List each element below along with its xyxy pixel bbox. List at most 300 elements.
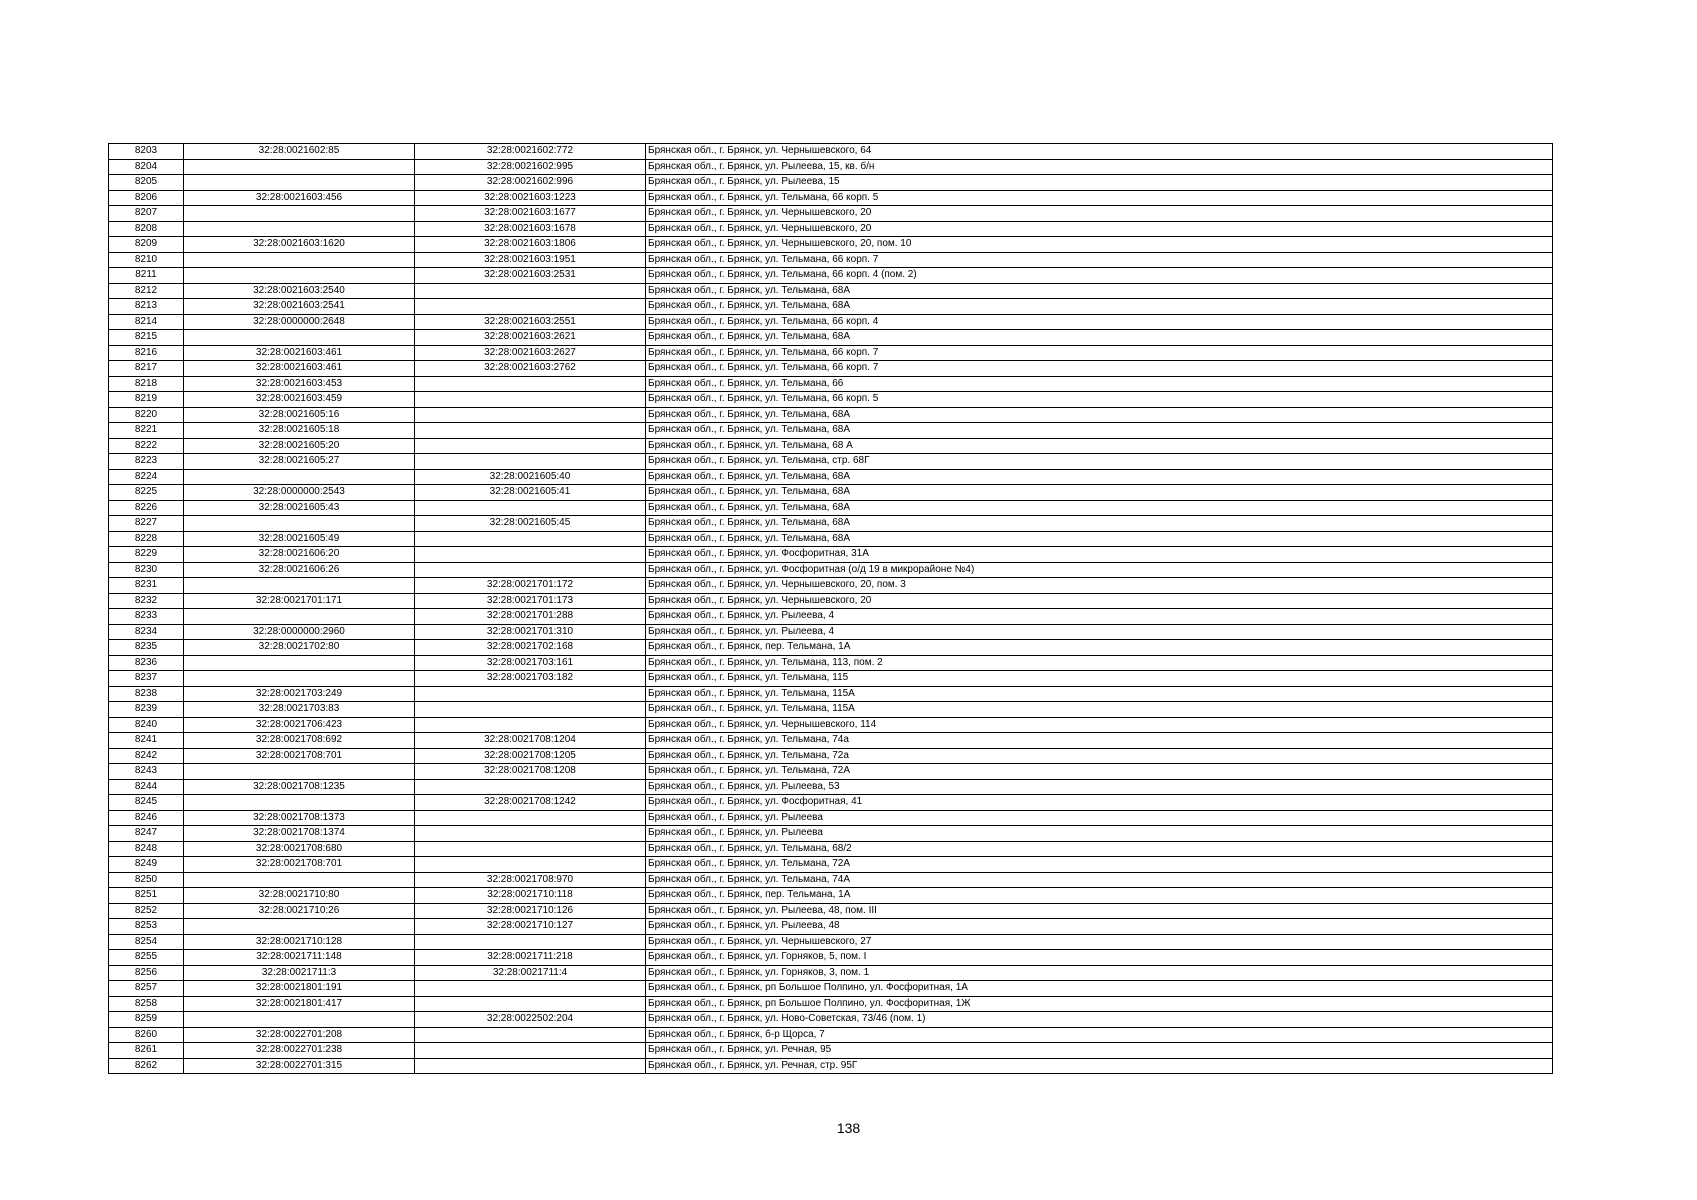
row-number-cell: 8212 (109, 283, 184, 299)
table-row (109, 640, 1553, 656)
object-cadastral-number-cell (415, 981, 646, 997)
address-cell: Брянская обл., г. Брянск, ул. Тельмана, 115 (646, 671, 1553, 687)
row-number-cell: 8250 (109, 872, 184, 888)
address-cell: Брянская обл., г. Брянск, ул. Тельмана, 66 корп. 5 (646, 392, 1553, 408)
table-row (109, 299, 1553, 315)
row-number-cell: 8211 (109, 268, 184, 284)
object-cadastral-number-cell (415, 376, 646, 392)
row-number-cell: 8206 (109, 190, 184, 206)
table-row (109, 934, 1553, 950)
table-row (109, 237, 1553, 253)
cadastral-number-cell: 32:28:0000000:2960 (184, 624, 415, 640)
object-cadastral-number-cell: 32:28:0021603:2531 (415, 268, 646, 284)
object-cadastral-number-cell (415, 562, 646, 578)
cadastral-number-cell (184, 764, 415, 780)
object-cadastral-number-cell: 32:28:0021710:127 (415, 919, 646, 935)
table-row (109, 1012, 1553, 1028)
row-number-cell: 8246 (109, 810, 184, 826)
row-number-cell: 8237 (109, 671, 184, 687)
row-number-cell: 8229 (109, 547, 184, 563)
row-number-cell: 8244 (109, 779, 184, 795)
table-row (109, 268, 1553, 284)
row-number-cell: 8253 (109, 919, 184, 935)
address-cell: Брянская обл., г. Брянск, ул. Тельмана, 66 корп. 7 (646, 345, 1553, 361)
object-cadastral-number-cell (415, 438, 646, 454)
address-cell: Брянская обл., г. Брянск, ул. Рылеева, 15 (646, 175, 1553, 191)
address-cell: Брянская обл., г. Брянск, рп Большое Полпино, ул. Фосфоритная, 1А (646, 981, 1553, 997)
table-row (109, 810, 1553, 826)
object-cadastral-number-cell: 32:28:0021708:1204 (415, 733, 646, 749)
cadastral-number-cell (184, 671, 415, 687)
object-cadastral-number-cell: 32:28:0021603:1806 (415, 237, 646, 253)
cadastral-number-cell: 32:28:0021703:83 (184, 702, 415, 718)
row-number-cell: 8247 (109, 826, 184, 842)
row-number-cell: 8221 (109, 423, 184, 439)
table-row (109, 144, 1553, 160)
table-body (109, 144, 1553, 1074)
row-number-cell: 8239 (109, 702, 184, 718)
row-number-cell: 8215 (109, 330, 184, 346)
table-row (109, 965, 1553, 981)
object-cadastral-number-cell (415, 407, 646, 423)
row-number-cell: 8218 (109, 376, 184, 392)
cadastral-number-cell (184, 469, 415, 485)
row-number-cell: 8232 (109, 593, 184, 609)
address-cell: Брянская обл., г. Брянск, ул. Рылеева, 48, пом. III (646, 903, 1553, 919)
table-row (109, 221, 1553, 237)
address-cell: Брянская обл., г. Брянск, ул. Тельмана, 68А (646, 516, 1553, 532)
table-row (109, 1043, 1553, 1059)
row-number-cell: 8207 (109, 206, 184, 222)
object-cadastral-number-cell: 32:28:0021701:172 (415, 578, 646, 594)
object-cadastral-number-cell (415, 779, 646, 795)
row-number-cell: 8220 (109, 407, 184, 423)
row-number-cell: 8241 (109, 733, 184, 749)
cadastral-number-cell (184, 609, 415, 625)
address-cell: Брянская обл., г. Брянск, ул. Чернышевского, 20 (646, 221, 1553, 237)
cadastral-number-cell (184, 1012, 415, 1028)
table-row (109, 469, 1553, 485)
cadastral-number-cell: 32:28:0021605:20 (184, 438, 415, 454)
table-row (109, 609, 1553, 625)
address-cell: Брянская обл., г. Брянск, ул. Фосфоритная (о/д 19 в микрорайоне №4) (646, 562, 1553, 578)
object-cadastral-number-cell: 32:28:0021711:218 (415, 950, 646, 966)
table-row (109, 795, 1553, 811)
cadastral-number-cell: 32:28:0021603:2541 (184, 299, 415, 315)
cadastral-number-cell: 32:28:0021603:2540 (184, 283, 415, 299)
object-cadastral-number-cell (415, 841, 646, 857)
cadastral-number-cell (184, 175, 415, 191)
cadastral-number-cell: 32:28:0021605:49 (184, 531, 415, 547)
cadastral-number-cell: 32:28:0021708:1373 (184, 810, 415, 826)
cadastral-number-cell: 32:28:0021605:18 (184, 423, 415, 439)
object-cadastral-number-cell: 32:28:0021702:168 (415, 640, 646, 656)
cadastral-number-cell: 32:28:0022701:238 (184, 1043, 415, 1059)
address-cell: Брянская обл., г. Брянск, рп Большое Полпино, ул. Фосфоритная, 1Ж (646, 996, 1553, 1012)
object-cadastral-number-cell: 32:28:0021605:40 (415, 469, 646, 485)
table-row (109, 841, 1553, 857)
table-row (109, 1027, 1553, 1043)
row-number-cell: 8242 (109, 748, 184, 764)
object-cadastral-number-cell (415, 392, 646, 408)
table-row (109, 547, 1553, 563)
cadastral-number-cell: 32:28:0021603:461 (184, 361, 415, 377)
row-number-cell: 8205 (109, 175, 184, 191)
property-table (108, 143, 1553, 1074)
cadastral-number-cell: 32:28:0021710:80 (184, 888, 415, 904)
table-row (109, 562, 1553, 578)
object-cadastral-number-cell: 32:28:0021603:1677 (415, 206, 646, 222)
table-row (109, 1058, 1553, 1074)
address-cell: Брянская обл., г. Брянск, ул. Ново-Советская, 73/46 (пом. 1) (646, 1012, 1553, 1028)
object-cadastral-number-cell (415, 531, 646, 547)
cadastral-number-cell: 32:28:0000000:2648 (184, 314, 415, 330)
address-cell: Брянская обл., г. Брянск, ул. Фосфоритная, 41 (646, 795, 1553, 811)
address-cell: Брянская обл., г. Брянск, ул. Тельмана, 66 (646, 376, 1553, 392)
row-number-cell: 8259 (109, 1012, 184, 1028)
address-cell: Брянская обл., г. Брянск, ул. Рылеева, 53 (646, 779, 1553, 795)
object-cadastral-number-cell: 32:28:0021603:1678 (415, 221, 646, 237)
row-number-cell: 8257 (109, 981, 184, 997)
address-cell: Брянская обл., г. Брянск, ул. Тельмана, 68А (646, 500, 1553, 516)
address-cell: Брянская обл., г. Брянск, ул. Тельмана, 68А (646, 423, 1553, 439)
object-cadastral-number-cell (415, 299, 646, 315)
table-row (109, 485, 1553, 501)
cadastral-number-cell: 32:28:0021708:701 (184, 748, 415, 764)
cadastral-number-cell (184, 919, 415, 935)
address-cell: Брянская обл., г. Брянск, ул. Чернышевского, 20 (646, 206, 1553, 222)
cadastral-number-cell (184, 252, 415, 268)
row-number-cell: 8243 (109, 764, 184, 780)
table-row (109, 531, 1553, 547)
cadastral-number-cell: 32:28:0021703:249 (184, 686, 415, 702)
object-cadastral-number-cell: 32:28:0021708:970 (415, 872, 646, 888)
row-number-cell: 8251 (109, 888, 184, 904)
object-cadastral-number-cell: 32:28:0021708:1208 (415, 764, 646, 780)
object-cadastral-number-cell: 32:28:0021701:173 (415, 593, 646, 609)
address-cell: Брянская обл., г. Брянск, пер. Тельмана, 1А (646, 640, 1553, 656)
cadastral-number-cell (184, 221, 415, 237)
table-row (109, 159, 1553, 175)
row-number-cell: 8208 (109, 221, 184, 237)
address-cell: Брянская обл., г. Брянск, ул. Тельмана, 68/2 (646, 841, 1553, 857)
address-cell: Брянская обл., г. Брянск, ул. Тельмана, 68А (646, 469, 1553, 485)
row-number-cell: 8225 (109, 485, 184, 501)
cadastral-number-cell (184, 872, 415, 888)
cadastral-number-cell: 32:28:0021605:27 (184, 454, 415, 470)
object-cadastral-number-cell: 32:28:0021602:772 (415, 144, 646, 160)
cadastral-number-cell: 32:28:0021602:85 (184, 144, 415, 160)
address-cell: Брянская обл., г. Брянск, ул. Тельмана, 74а (646, 733, 1553, 749)
address-cell: Брянская обл., г. Брянск, ул. Рылеева, 4 (646, 624, 1553, 640)
address-cell: Брянская обл., г. Брянск, ул. Чернышевского, 64 (646, 144, 1553, 160)
address-cell: Брянская обл., г. Брянск, ул. Тельмана, 74А (646, 872, 1553, 888)
address-cell: Брянская обл., г. Брянск, ул. Фосфоритная, 31А (646, 547, 1553, 563)
address-cell: Брянская обл., г. Брянск, ул. Тельмана, 72А (646, 764, 1553, 780)
object-cadastral-number-cell: 32:28:0021701:310 (415, 624, 646, 640)
address-cell: Брянская обл., г. Брянск, ул. Тельмана, 68А (646, 330, 1553, 346)
address-cell: Брянская обл., г. Брянск, ул. Тельмана, 68А (646, 299, 1553, 315)
address-cell: Брянская обл., г. Брянск, ул. Тельмана, 68 А (646, 438, 1553, 454)
cadastral-number-cell: 32:28:0021606:26 (184, 562, 415, 578)
row-number-cell: 8245 (109, 795, 184, 811)
cadastral-number-cell: 32:28:0021710:128 (184, 934, 415, 950)
cadastral-number-cell: 32:28:0021801:191 (184, 981, 415, 997)
address-cell: Брянская обл., г. Брянск, ул. Тельмана, 115А (646, 686, 1553, 702)
object-cadastral-number-cell (415, 686, 646, 702)
cadastral-number-cell: 32:28:0021706:423 (184, 717, 415, 733)
object-cadastral-number-cell: 32:28:0021603:1223 (415, 190, 646, 206)
row-number-cell: 8256 (109, 965, 184, 981)
row-number-cell: 8233 (109, 609, 184, 625)
address-cell: Брянская обл., г. Брянск, ул. Тельмана, 66 корп. 5 (646, 190, 1553, 206)
object-cadastral-number-cell: 32:28:0021710:118 (415, 888, 646, 904)
table-row (109, 206, 1553, 222)
object-cadastral-number-cell: 32:28:0022502:204 (415, 1012, 646, 1028)
object-cadastral-number-cell: 32:28:0021605:45 (415, 516, 646, 532)
row-number-cell: 8209 (109, 237, 184, 253)
row-number-cell: 8234 (109, 624, 184, 640)
table-row (109, 314, 1553, 330)
cadastral-number-cell (184, 206, 415, 222)
table-row (109, 826, 1553, 842)
address-cell: Брянская обл., г. Брянск, ул. Рылеева, 15, кв. б/н (646, 159, 1553, 175)
row-number-cell: 8219 (109, 392, 184, 408)
cadastral-number-cell: 32:28:0021708:680 (184, 841, 415, 857)
table-row (109, 454, 1553, 470)
address-cell: Брянская обл., г. Брянск, ул. Рылеева (646, 810, 1553, 826)
object-cadastral-number-cell (415, 996, 646, 1012)
row-number-cell: 8222 (109, 438, 184, 454)
object-cadastral-number-cell (415, 454, 646, 470)
object-cadastral-number-cell: 32:28:0021602:995 (415, 159, 646, 175)
cadastral-number-cell: 32:28:0021711:3 (184, 965, 415, 981)
table-row (109, 872, 1553, 888)
object-cadastral-number-cell: 32:28:0021711:4 (415, 965, 646, 981)
row-number-cell: 8224 (109, 469, 184, 485)
row-number-cell: 8255 (109, 950, 184, 966)
address-cell: Брянская обл., г. Брянск, ул. Тельмана, 72а (646, 748, 1553, 764)
table-row (109, 764, 1553, 780)
table-row (109, 392, 1553, 408)
address-cell: Брянская обл., г. Брянск, ул. Тельмана, 68А (646, 531, 1553, 547)
table-row (109, 888, 1553, 904)
cadastral-number-cell: 32:28:0021708:1374 (184, 826, 415, 842)
row-number-cell: 8240 (109, 717, 184, 733)
cadastral-number-cell: 32:28:0022701:315 (184, 1058, 415, 1074)
row-number-cell: 8254 (109, 934, 184, 950)
address-cell: Брянская обл., г. Брянск, ул. Чернышевского, 20 (646, 593, 1553, 609)
row-number-cell: 8226 (109, 500, 184, 516)
table-row (109, 748, 1553, 764)
object-cadastral-number-cell: 32:28:0021703:161 (415, 655, 646, 671)
cadastral-number-cell: 32:28:0000000:2543 (184, 485, 415, 501)
table-row (109, 330, 1553, 346)
cadastral-number-cell: 32:28:0021603:453 (184, 376, 415, 392)
object-cadastral-number-cell: 32:28:0021708:1242 (415, 795, 646, 811)
address-cell: Брянская обл., г. Брянск, ул. Чернышевского, 27 (646, 934, 1553, 950)
row-number-cell: 8238 (109, 686, 184, 702)
address-cell: Брянская обл., г. Брянск, ул. Речная, стр. 95Г (646, 1058, 1553, 1074)
row-number-cell: 8258 (109, 996, 184, 1012)
row-number-cell: 8216 (109, 345, 184, 361)
object-cadastral-number-cell: 32:28:0021703:182 (415, 671, 646, 687)
row-number-cell: 8204 (109, 159, 184, 175)
object-cadastral-number-cell: 32:28:0021710:126 (415, 903, 646, 919)
page-number: 138 (836, 1120, 861, 1136)
object-cadastral-number-cell (415, 810, 646, 826)
row-number-cell: 8262 (109, 1058, 184, 1074)
address-cell: Брянская обл., г. Брянск, ул. Рылеева, 4 (646, 609, 1553, 625)
table-row (109, 779, 1553, 795)
table-row (109, 671, 1553, 687)
row-number-cell: 8235 (109, 640, 184, 656)
row-number-cell: 8228 (109, 531, 184, 547)
row-number-cell: 8213 (109, 299, 184, 315)
address-cell: Брянская обл., г. Брянск, ул. Тельмана, 68А (646, 407, 1553, 423)
address-cell: Брянская обл., г. Брянск, ул. Речная, 95 (646, 1043, 1553, 1059)
object-cadastral-number-cell: 32:28:0021603:1951 (415, 252, 646, 268)
table-row (109, 283, 1553, 299)
address-cell: Брянская обл., г. Брянск, ул. Тельмана, 66 корп. 7 (646, 361, 1553, 377)
table-row (109, 857, 1553, 873)
object-cadastral-number-cell: 32:28:0021603:2627 (415, 345, 646, 361)
object-cadastral-number-cell: 32:28:0021603:2762 (415, 361, 646, 377)
row-number-cell: 8230 (109, 562, 184, 578)
cadastral-number-cell: 32:28:0021605:16 (184, 407, 415, 423)
table-row (109, 593, 1553, 609)
address-cell: Брянская обл., г. Брянск, ул. Тельмана, 66 корп. 4 (646, 314, 1553, 330)
row-number-cell: 8252 (109, 903, 184, 919)
table-row (109, 345, 1553, 361)
cadastral-number-cell: 32:28:0021603:459 (184, 392, 415, 408)
address-cell: Брянская обл., г. Брянск, ул. Тельмана, 68А (646, 283, 1553, 299)
cadastral-number-cell: 32:28:0021708:701 (184, 857, 415, 873)
cadastral-number-cell: 32:28:0021702:80 (184, 640, 415, 656)
row-number-cell: 8203 (109, 144, 184, 160)
table-row (109, 438, 1553, 454)
address-cell: Брянская обл., г. Брянск, ул. Тельмана, 115А (646, 702, 1553, 718)
table-row (109, 996, 1553, 1012)
object-cadastral-number-cell (415, 826, 646, 842)
address-cell: Брянская обл., г. Брянск, ул. Тельмана, 68А (646, 485, 1553, 501)
cadastral-number-cell: 32:28:0022701:208 (184, 1027, 415, 1043)
address-cell: Брянская обл., г. Брянск, ул. Чернышевского, 20, пом. 10 (646, 237, 1553, 253)
cadastral-number-cell: 32:28:0021701:171 (184, 593, 415, 609)
object-cadastral-number-cell: 32:28:0021701:288 (415, 609, 646, 625)
row-number-cell: 8260 (109, 1027, 184, 1043)
row-number-cell: 8261 (109, 1043, 184, 1059)
row-number-cell: 8217 (109, 361, 184, 377)
table-row (109, 252, 1553, 268)
table-row (109, 655, 1553, 671)
address-cell: Брянская обл., г. Брянск, ул. Рылеева (646, 826, 1553, 842)
cadastral-number-cell: 32:28:0021603:461 (184, 345, 415, 361)
object-cadastral-number-cell (415, 283, 646, 299)
object-cadastral-number-cell (415, 857, 646, 873)
object-cadastral-number-cell (415, 934, 646, 950)
row-number-cell: 8248 (109, 841, 184, 857)
object-cadastral-number-cell: 32:28:0021605:41 (415, 485, 646, 501)
table-row (109, 903, 1553, 919)
row-number-cell: 8231 (109, 578, 184, 594)
table-row (109, 717, 1553, 733)
cadastral-number-cell (184, 159, 415, 175)
cadastral-number-cell: 32:28:0021603:456 (184, 190, 415, 206)
cadastral-number-cell (184, 655, 415, 671)
object-cadastral-number-cell (415, 702, 646, 718)
row-number-cell: 8210 (109, 252, 184, 268)
table-row (109, 361, 1553, 377)
cadastral-number-cell (184, 516, 415, 532)
cadastral-number-cell: 32:28:0021708:692 (184, 733, 415, 749)
table-row (109, 423, 1553, 439)
object-cadastral-number-cell (415, 1043, 646, 1059)
object-cadastral-number-cell: 32:28:0021602:996 (415, 175, 646, 191)
address-cell: Брянская обл., г. Брянск, ул. Тельмана, 66 корп. 7 (646, 252, 1553, 268)
table-row (109, 578, 1553, 594)
address-cell: Брянская обл., г. Брянск, ул. Горняков, 5, пом. I (646, 950, 1553, 966)
cadastral-number-cell (184, 795, 415, 811)
object-cadastral-number-cell (415, 500, 646, 516)
address-cell: Брянская обл., г. Брянск, ул. Рылеева, 48 (646, 919, 1553, 935)
table-row (109, 376, 1553, 392)
row-number-cell: 8227 (109, 516, 184, 532)
cadastral-number-cell (184, 330, 415, 346)
cadastral-number-cell: 32:28:0021710:26 (184, 903, 415, 919)
table-row (109, 950, 1553, 966)
address-cell: Брянская обл., г. Брянск, б-р Щорса, 7 (646, 1027, 1553, 1043)
object-cadastral-number-cell (415, 423, 646, 439)
table-row (109, 516, 1553, 532)
cadastral-number-cell: 32:28:0021708:1235 (184, 779, 415, 795)
table-row (109, 175, 1553, 191)
address-cell: Брянская обл., г. Брянск, ул. Тельмана, 113, пом. 2 (646, 655, 1553, 671)
address-cell: Брянская обл., г. Брянск, ул. Тельмана, стр. 68Г (646, 454, 1553, 470)
cadastral-number-cell: 32:28:0021606:20 (184, 547, 415, 563)
cadastral-number-cell: 32:28:0021603:1620 (184, 237, 415, 253)
cadastral-number-cell (184, 268, 415, 284)
address-cell: Брянская обл., г. Брянск, ул. Горняков, 3, пом. 1 (646, 965, 1553, 981)
address-cell: Брянская обл., г. Брянск, ул. Тельмана, 72А (646, 857, 1553, 873)
table-row (109, 686, 1553, 702)
cadastral-number-cell: 32:28:0021605:43 (184, 500, 415, 516)
object-cadastral-number-cell (415, 717, 646, 733)
table-row (109, 190, 1553, 206)
address-cell: Брянская обл., г. Брянск, ул. Чернышевского, 114 (646, 717, 1553, 733)
address-cell: Брянская обл., г. Брянск, ул. Чернышевского, 20, пом. 3 (646, 578, 1553, 594)
object-cadastral-number-cell: 32:28:0021708:1205 (415, 748, 646, 764)
table-row (109, 624, 1553, 640)
table-row (109, 981, 1553, 997)
address-cell: Брянская обл., г. Брянск, пер. Тельмана, 1А (646, 888, 1553, 904)
object-cadastral-number-cell: 32:28:0021603:2621 (415, 330, 646, 346)
object-cadastral-number-cell (415, 1027, 646, 1043)
table-row (109, 500, 1553, 516)
cadastral-number-cell: 32:28:0021711:148 (184, 950, 415, 966)
table-row (109, 919, 1553, 935)
table-row (109, 733, 1553, 749)
table-row (109, 702, 1553, 718)
cadastral-number-cell: 32:28:0021801:417 (184, 996, 415, 1012)
row-number-cell: 8236 (109, 655, 184, 671)
table-row (109, 407, 1553, 423)
address-cell: Брянская обл., г. Брянск, ул. Тельмана, 66 корп. 4 (пом. 2) (646, 268, 1553, 284)
cadastral-number-cell (184, 578, 415, 594)
row-number-cell: 8223 (109, 454, 184, 470)
row-number-cell: 8249 (109, 857, 184, 873)
object-cadastral-number-cell (415, 547, 646, 563)
